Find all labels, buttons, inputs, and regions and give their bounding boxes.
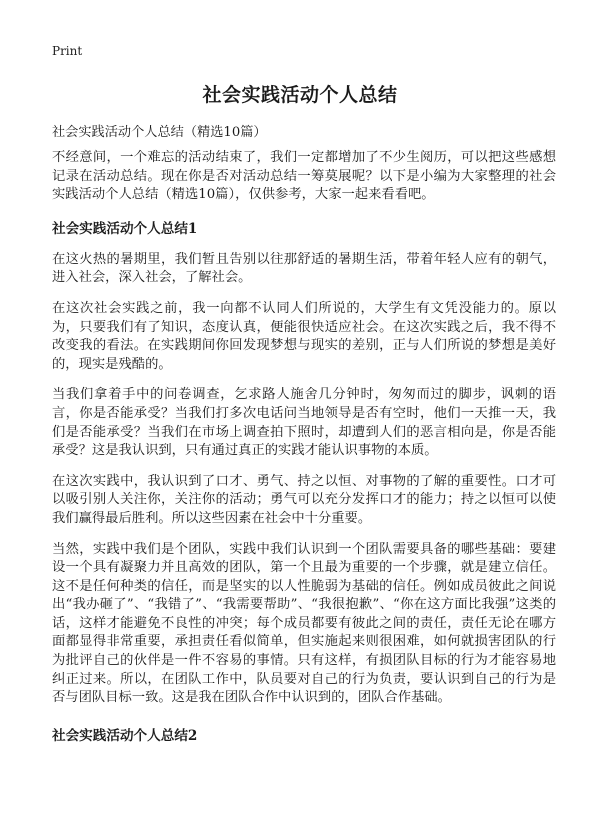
section1-paragraph-4: 在这次实践中，我认识到了口才、勇气、持之以恒、对事物的了解的重要性。口才可以吸引别人关注你，关注你的活动；勇气可以充分发挥口才的能力；持之以恒可以使我们赢得最后胜利。所以这些因素在社会中十分重要。 — [52, 473, 556, 526]
section1-paragraph-3: 当我们拿着手中的问卷调查，乞求路人施舍几分钟时，匆匆而过的脚步，讽刺的语言，你是否能承受？当我们打多次电话问当地领导是否有空时，他们一天推一天，我们是否能承受？当我们在市场上调查拍下照时，却遭到人们的恶言相向是，你是否能承受？这是我认识到，只有通过真正的实践才能认识事物的本质。 — [52, 387, 556, 459]
section1-paragraph-5: 当然，实践中我们是个团队，实践中我们认识到一个团队需要具备的哪些基础：要建设一个具有凝聚力并且高效的团队，第一个且最为重要的一个步骤，就是建立信任。这不是任何种类的信任，而是坚实的以人性脆弱为基础的信任。例如成员彼此之间说出“我办砸了”、“我错了”、“我需要帮助”、“我很抱歉”、“你在这方面比我强”这类的话，这样才能避免不良性的冲突；每个成员都要有彼此之间的责任，责任无论在哪方面都显得非常重要，承担责任看似简单，但实施起来则很困难，如何就损害团队的行为批评自己的伙伴是一件不容易的事情。只有这样，有损团队目标的行为才能容易地纠正过来。所以，在团队工作中，队员要对自己的行为负责，要认识到自己的行为是否与团队目标一致。这是我在团队合作中认识到的，团队合作基础。 — [52, 541, 556, 706]
page-title: 社会实践活动个人总结 — [202, 84, 398, 106]
section-heading-1: 社会实践活动个人总结1 — [52, 220, 198, 237]
document-subtitle: 社会实践活动个人总结（精选10篇） — [52, 125, 267, 140]
section1-paragraph-2: 在这次社会实践之前，我一向都不认同人们所说的，大学生有文凭没能力的。原以为，只要我们有了知识，态度认真，便能很快适应社会。在这次实践之后，我不得不改变我的看法。在实践期间你回发现梦想与现实的差别，正与人们所说的梦想是美好的，现实是残酷的。 — [52, 300, 556, 372]
print-link[interactable]: Print — [52, 44, 83, 58]
section-heading-2: 社会实践活动个人总结2 — [52, 727, 198, 744]
intro-paragraph: 不经意间，一个难忘的活动结束了，我们一定都增加了不少生阅历，可以把这些感想记录在活动总结。现在你是否对活动总结一筹莫展呢？以下是小编为大家整理的社会实践活动个人总结（精选10篇），仅供参考，大家一起来看看吧。 — [52, 150, 556, 203]
section1-paragraph-1: 在这火热的暑期里，我们暂且告别以往那舒适的暑期生活，带着年轻人应有的朝气，进入社会，深入社会，了解社会。 — [52, 251, 556, 286]
document-body — [52, 149, 556, 758]
